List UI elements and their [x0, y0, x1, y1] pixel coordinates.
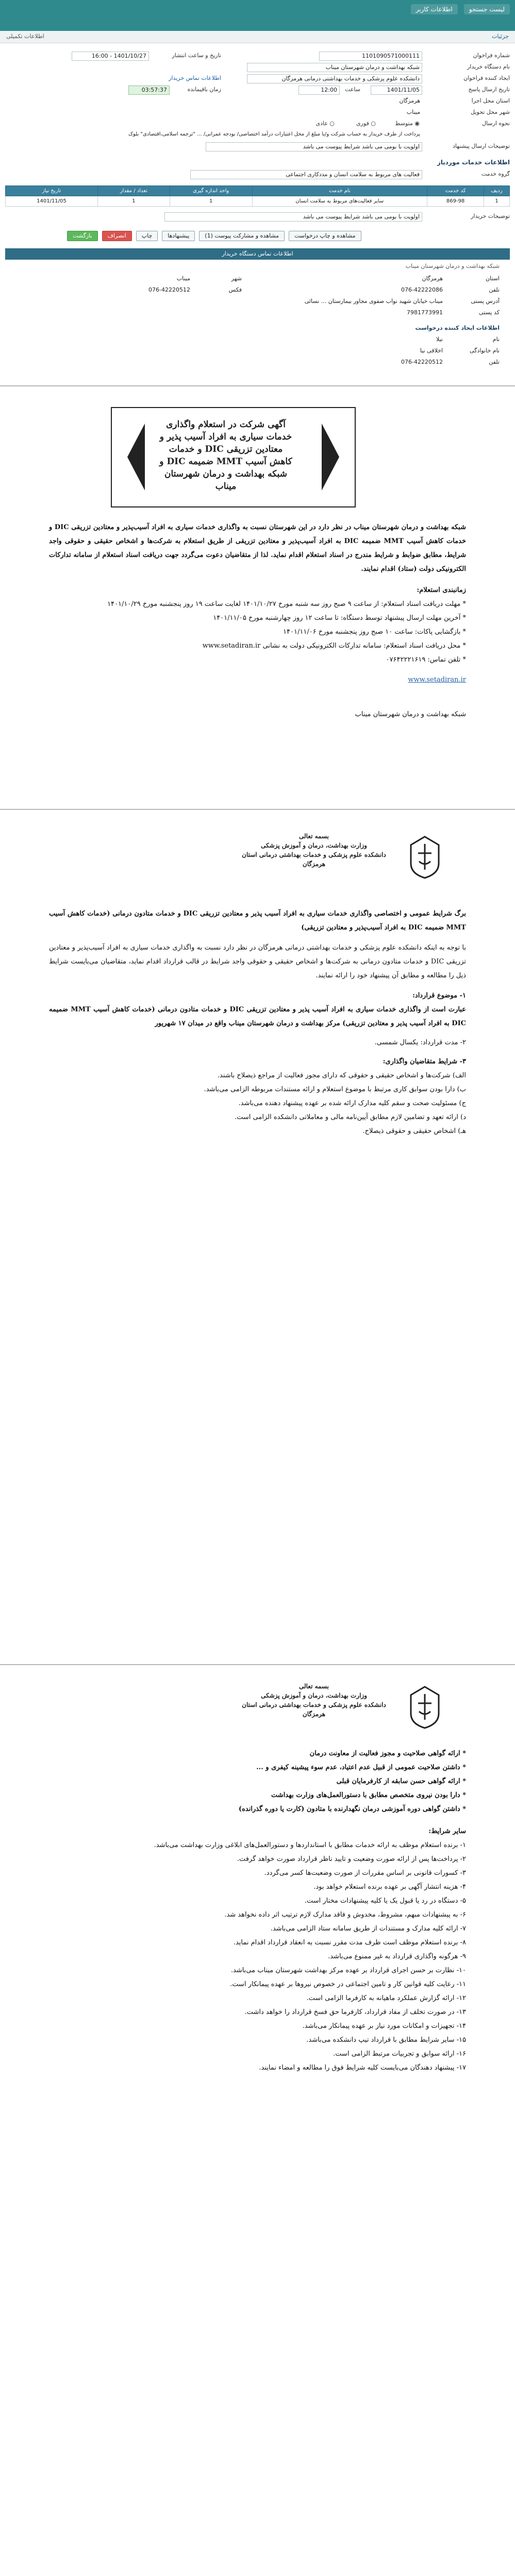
contact-info-bar: اطلاعات تماس دستگاه خریدار — [5, 248, 510, 260]
cell-date: 1401/11/05 — [6, 196, 98, 207]
field-row — [5, 141, 510, 152]
bismillah: بسمه تعالی — [298, 833, 329, 840]
conditions-paragraph: با توجه به اینکه دانشکده علوم پزشکی و خدمات بهداشتی درمانی هرمزگان در نظر دارد نسبت به واگذاری خدمات سیاری به افراد آسیب‌پذیر و معتادین تزریقی DIC و خدمات متادون درمانی به شرکت‌ها و اشخاص حقیقی و حقوقی واجد شرایط در قالب قرارداد اقدام نماید، متقاضیان می‌بایست شرایط ذیل را مطالعه و مطابق آن پیشنهاد خود را ارائه نمایند. — [49, 944, 466, 979]
time-label: ساعت — [345, 86, 360, 93]
tab-search-list[interactable]: لیست جستجو — [464, 4, 510, 14]
contact-value: میناب — [176, 275, 190, 282]
term-item: ۱۶- ارائه سوابق و تجربیات مرتبط الزامی است. — [333, 2050, 466, 2058]
person-label: نام خانوادگی — [470, 347, 500, 354]
view-print-button[interactable]: مشاهده و چاپ درخواست — [289, 231, 361, 241]
field-row — [5, 73, 510, 84]
contact-label: شهر — [231, 275, 242, 282]
ministry-name: وزارت بهداشت، درمان و آموزش پزشکی — [261, 1692, 367, 1699]
buyer-description-field: اولویت با بومی می باشد شرایط پیوست می باشد — [164, 212, 422, 222]
field-label: تاریخ ارسال پاسخ — [468, 86, 510, 93]
field-row — [5, 84, 510, 96]
setad-link[interactable]: www.setadiran.ir — [408, 676, 466, 684]
column-header: ردیف — [484, 186, 510, 196]
proposals-button[interactable]: پیشنهادها — [162, 231, 195, 241]
cell-name: سایر فعالیت‌های مربوط به سلامت انسان — [252, 196, 427, 207]
field-label: نام دستگاه خریدار — [467, 63, 510, 70]
schedule-item: * بازگشایی پاکات: ساعت ۱۰ صبح روز پنجشنبه مورخ ۱۴۰۱/۱۱/۰۶ — [283, 628, 466, 636]
field-label: شماره فراخوان — [473, 52, 510, 59]
breadcrumb[interactable]: جزئیات — [492, 33, 509, 40]
university-name: دانشکده علوم پزشکی و خدمات بهداشتی درمانی استان هرمزگان — [242, 851, 386, 868]
payment-note: پرداخت از طرف خریدار به حساب شرکت و/یا مبلغ از محل اعتبارات درآمد اختصاصی/ بودجه عمرانی/ ... "ترجمه اسلامی،اقتصادی" بلوک — [128, 131, 420, 137]
notice-title-box — [111, 407, 356, 507]
deadline-time-field: 12:00 — [298, 86, 340, 95]
nature-label: نحوه ارسال — [481, 120, 510, 127]
field-row — [5, 50, 510, 62]
contact-value: هرمزگان — [422, 275, 443, 282]
chevron-decoration-icon — [127, 423, 145, 490]
term-item: ۱۰- نظارت بر حسن اجرای قرارداد بر عهده مرکز بهداشت شهرستان میناب می‌باشد. — [230, 1967, 466, 1974]
province-field: هرمزگان — [399, 97, 420, 104]
table-header-row — [6, 186, 510, 196]
letterhead — [231, 1682, 396, 1719]
contact-value: 076-42220512 — [148, 286, 190, 293]
term-item: ۱۷- پیشنهاد دهندگان می‌بایست کلیه شرایط فوق را مطالعه و امضاء نمایند. — [259, 2064, 466, 2072]
field-label: استان محل اجرا — [471, 97, 510, 104]
term-item: ۳- کسورات قانونی بر اساس مقررات از صورت وضعیت‌ها کسر می‌گردد. — [264, 1869, 466, 1877]
publish-date-field: 1401/10/27 - 16:00 — [72, 52, 149, 61]
contact-label: آدرس پستی — [471, 298, 500, 304]
contact-value: 076-42222086 — [401, 286, 443, 293]
schedule-title: زمانبندی استعلام: — [417, 586, 466, 594]
requirement-line: * ارائه گواهی صلاحیت و مجوز فعالیت از معاونت درمان — [309, 1750, 466, 1757]
conditions-paragraph: هـ) اشخاص حقیقی و حقوقی ذیصلاح. — [362, 1127, 466, 1135]
publish-date-label: تاریخ و ساعت انتشار — [172, 52, 221, 59]
conditions-paragraph: ج) مسئولیت صحت و سقم کلیه مدارک ارائه شده بر عهده پیشنهاد دهنده می‌باشد. — [238, 1099, 466, 1107]
radio-option-label: متوسط — [395, 120, 413, 127]
print-button[interactable]: چاپ — [136, 231, 158, 241]
schedule-item: * محل دریافت اسناد استعلام: سامانه تدارکات الکترونیکی دولت به نشانی www.setadiran.ir — [202, 642, 466, 650]
header-tabs — [411, 4, 510, 14]
person-value: 076-42220512 — [401, 359, 443, 365]
column-header: تعداد / مقدار — [97, 186, 170, 196]
requirement-line: * ارائه گواهی حسن سابقه از کارفرمایان قبلی — [336, 1777, 466, 1785]
notice-paragraph: شبکه بهداشت و درمان شهرستان میناب در نظر دارد در این شهرستان نسبت به واگذاری خدمات سیاری به افراد آسیب‌پذیر و معتادین تزریقی DIC و خدمات کاهش آسیب MMT ضمیمه DIC به افراد آسیب‌پذیر و معتادین تزریقی از طریق استعلام به شرکت‌ها و اشخاص حقیقی و حقوقی واجد شرایط، مطابق ضوابط و شرایط مندرج در اسناد استعلام اقدام نماید. لذا از متقاضیان دعوت می‌گردد جهت دریافت اسناد استعلام از سامانه تدارکات الکترونیکی دولت (ستاد) اقدام نمایند. — [49, 523, 467, 573]
creator-title: اطلاعات ایجاد کننده درخواست — [415, 325, 500, 331]
term-item: ۶- به پیشنهادات مبهم، مشروط، مخدوش و فاقد مدارک لازم ترتیب اثر داده نخواهد شد. — [224, 1911, 466, 1919]
schedule-item: * تلفن تماس: ۰۷۶۴۲۲۲۱۶۱۹ — [386, 656, 466, 664]
cell-code: 869-98 — [427, 196, 484, 207]
chevron-decoration-icon — [322, 423, 339, 490]
divider — [0, 385, 515, 386]
tender-number-field: 1101090571000111 — [319, 52, 422, 61]
field-label: گروه خدمت — [481, 171, 510, 177]
term-item: ۴- هزینه انتشار آگهی بر عهده برنده استعلام خواهد بود. — [313, 1883, 466, 1891]
contact-label: کد پستی — [479, 309, 500, 316]
services-table — [5, 185, 510, 207]
field-row — [5, 211, 510, 223]
field-row — [5, 96, 510, 107]
term-item: ۱۳- در صورت تخلف از مفاد قرارداد، کارفرما حق فسخ قرارداد را خواهد داشت. — [244, 2008, 466, 2016]
requirement-line: * داشتن صلاحیت عمومی از قبیل عدم اعتیاد، عدم سوء پیشینه کیفری و ... — [256, 1764, 466, 1771]
cancel-button[interactable]: انصراف — [102, 231, 132, 241]
field-label: شهر محل تحویل — [471, 109, 510, 115]
bismillah: بسمه تعالی — [298, 1683, 329, 1690]
term-item: ۱- برنده استعلام موظف به ارائه خدمات مطابق با استانداردها و دستورالعمل‌های ابلاغی وزارت بهداشت می‌باشد. — [154, 1841, 466, 1849]
radio-option[interactable]: ○ فوری — [356, 120, 376, 127]
notice-body — [0, 520, 515, 721]
conditions-paragraph: الف) شرکت‌ها و اشخاص حقیقی و حقوقی که دارای مجوز فعالیت از مراجع ذیصلاح باشند. — [217, 1072, 466, 1079]
field-row — [5, 107, 510, 118]
requirement-line: * دارا بودن نیروی متخصص مطابق با دستورالعمل‌های وزارت بهداشت — [271, 1791, 466, 1799]
field-row — [5, 130, 510, 141]
contact-value: میناب خیابان شهید نواب صفوی مجاور بیمارستان ... نسائی — [304, 298, 443, 304]
field-row — [5, 169, 510, 180]
term-item: ۱۲- ارائه گزارش عملکرد ماهیانه به کارفرما الزامی است. — [306, 1994, 466, 2002]
general-terms-page — [0, 1680, 515, 2576]
university-emblem-icon — [407, 835, 443, 880]
city-field: میناب — [406, 109, 420, 115]
general-content — [0, 1747, 515, 2075]
university-emblem — [407, 835, 443, 880]
contact-value: 7981773991 — [407, 309, 443, 316]
ministry-name: وزارت بهداشت، درمان و آموزش پزشکی — [261, 842, 367, 849]
conditions-paragraph: عبارت است از واگذاری خدمات سیاری به افراد آسیب پذیر و معتادین تزریقی DIC و خدمات متادون درمانی (خدمات کاهش آسیب MMT ضمیمه DIC به افراد آسیب پذیر و معتادین تزریقی) مرکز بهداشت و درمان شهرستان میناب واقع در میدان ۱۷ شهریور — [49, 1006, 466, 1027]
conditions-paragraph: ب) دارا بودن سوابق کاری مرتبط با موضوع استعلام و ارائه مستندات مربوطه الزامی می‌باشد. — [204, 1086, 466, 1093]
action-buttons — [67, 231, 361, 241]
field-label: توضیحات ارسال پیشنهاد — [453, 143, 510, 149]
top-header-bar — [0, 0, 515, 31]
person-label: تلفن — [489, 359, 500, 365]
remaining-time-field: 03:57:37 — [128, 86, 170, 95]
radio-option[interactable]: ◉ متوسط — [395, 120, 420, 127]
breadcrumb-bar — [0, 31, 515, 43]
back-button[interactable]: بازگشت — [67, 231, 98, 241]
term-item: ۱۴- تجهیزات و امکانات مورد نیاز بر عهده پیمانکار می‌باشد. — [302, 2022, 466, 2030]
term-item: ۲- پرداخت‌ها پس از ارائه صورت وضعیت و تایید ناظر قرارداد صورت خواهد گرفت. — [237, 1855, 466, 1863]
conditions-title: برگ شرایط عمومی و اختصاصی واگذاری خدمات سیاری به افراد آسیب پذیر و معتادین تزریقی DIC و خدمات متادون درمانی (خدمات کاهش آسیب MMT ضمیمه DIC به افراد آسیب‌پذیر و معتادین تزریقی) — [49, 910, 466, 931]
deadline-date-field: 1401/11/05 — [371, 86, 422, 95]
radio-option-label: فوری — [356, 120, 369, 127]
conditions-paragraph: ۱- موضوع قرارداد: — [412, 992, 466, 999]
term-item: ۱۱- رعایت کلیه قوانین کار و تامین اجتماعی در خصوص نیروها بر عهده پیمانکار است. — [230, 1980, 466, 1988]
divider — [0, 1664, 515, 1665]
column-header: واحد اندازه گیری — [170, 186, 252, 196]
divider — [0, 809, 515, 810]
field-row — [5, 118, 510, 130]
cell-qty: 1 — [97, 196, 170, 207]
term-item: ۸- برنده استعلام موظف است ظرف مدت مقرر نسبت به انعقاد قرارداد اقدام نماید. — [233, 1939, 466, 1946]
extra-description-field: اولویت با بومی می باشد شرایط پیوست می باشد — [206, 142, 422, 151]
person-value: نیلا — [436, 336, 443, 343]
conditions-paragraph: ۳- شرایط متقاضیان واگذاری: — [383, 1058, 466, 1065]
radio-option-label: عادی — [315, 120, 328, 127]
contact-label: فکس — [228, 286, 242, 293]
university-emblem — [407, 1685, 443, 1730]
service-group-field: فعالیت های مربوط به سلامت انسان و مددکاری اجتماعی — [190, 170, 422, 179]
services-section-title: اطلاعات خدمات موردیاز — [437, 159, 510, 166]
letterhead — [231, 832, 396, 869]
conditions-paragraph: ۲- مدت قرارداد: یکسال شمسی. — [374, 1039, 466, 1046]
extra-info-link[interactable]: اطلاعات تکمیلی — [6, 33, 44, 40]
university-emblem-icon — [407, 1685, 443, 1730]
conditions-content — [0, 907, 515, 1138]
terms-title: سایر شرایط: — [428, 1827, 466, 1835]
term-item: ۹- هرگونه واگذاری قرارداد به غیر ممنوع می‌باشد. — [328, 1953, 466, 1960]
term-item: ۵- دستگاه در رد یا قبول یک یا کلیه پیشنهادات مختار است. — [304, 1897, 466, 1905]
person-value: اخلاقی نیا — [420, 347, 443, 354]
column-header: تاریخ نیاز — [6, 186, 98, 196]
field-label: ایجاد کننده فراخوان — [463, 75, 510, 81]
field-label: توضیحات خریدار — [471, 213, 510, 219]
column-header: کد خدمت — [427, 186, 484, 196]
column-header: نام خدمت — [252, 186, 427, 196]
conditions-page — [0, 829, 515, 1345]
requirement-line: * داشتن گواهی دوره آموزشی درمان نگهدارنده با متادون (کارت یا دوره گذرانده) — [238, 1805, 466, 1813]
conditions-paragraph: د) ارائه تعهد و تضامین لازم مطابق آیین‌نامه مالی و معاملاتی دانشکده الزامی است. — [235, 1113, 466, 1121]
tab-user-info[interactable]: اطلاعات کاربر — [411, 4, 458, 14]
creator-field: دانشکده علوم پزشکی و خدمات بهداشتی درمانی هرمزگان — [247, 74, 422, 83]
remaining-label: زمان باقیمانده — [187, 86, 221, 93]
radio-option[interactable]: ○ عادی — [315, 120, 335, 127]
contact-label: تلفن — [489, 286, 500, 293]
notice-footer: شبکه بهداشت و درمان شهرستان میناب — [355, 710, 466, 718]
buyer-name-field: شبکه بهداشت و درمان شهرستان میناب — [247, 63, 422, 72]
schedule-item: * مهلت دریافت اسناد استعلام: از ساعت ۹ صبح روز سه شنبه مورخ ۱۴۰۱/۱۰/۲۷ لغایت ساعت ۱۹ روز پنجشنبه مورخ ۱۴۰۱/۱۰/۲۹ — [107, 600, 466, 608]
person-label: نام — [492, 336, 500, 343]
cell-unit: 1 — [170, 196, 252, 207]
notice-title: آگهی شرکت در استعلام واگذاری خدمات سیاری به افراد آسیب پذیر و معتادین تزریقی DIC و خدمات کاهش آسیب MMT ضمیمه DIC و شبکه بهداشت و درمان شهرستان میناب — [159, 419, 292, 492]
university-name: دانشکده علوم پزشکی و خدمات بهداشتی درمانی استان هرمزگان — [242, 1701, 386, 1718]
contact-subtitle: شبکه بهداشت و درمان شهرستان میناب — [405, 263, 500, 269]
cell-index: 1 — [484, 196, 510, 207]
tender-details-panel — [5, 46, 510, 381]
contact-label: استان — [485, 275, 500, 282]
table-row — [6, 196, 510, 207]
attachments-button[interactable]: مشاهده و مشارکت پیوست (1) — [199, 231, 285, 241]
schedule-item: * آخرین مهلت ارسال پیشنهاد توسط دستگاه: تا ساعت ۱۲ روز چهارشنبه مورخ ۱۴۰۱/۱۱/۰۵ — [213, 614, 466, 622]
field-row — [5, 62, 510, 73]
buyer-contact-link[interactable]: اطلاعات تماس خریدار — [169, 75, 221, 81]
term-item: ۷- ارائه کلیه مدارک و مستندات از طریق سامانه ستاد الزامی می‌باشد. — [270, 1925, 466, 1933]
term-item: ۱۵- سایر شرایط مطابق با قرارداد تیپ دانشکده می‌باشد. — [306, 2036, 466, 2044]
